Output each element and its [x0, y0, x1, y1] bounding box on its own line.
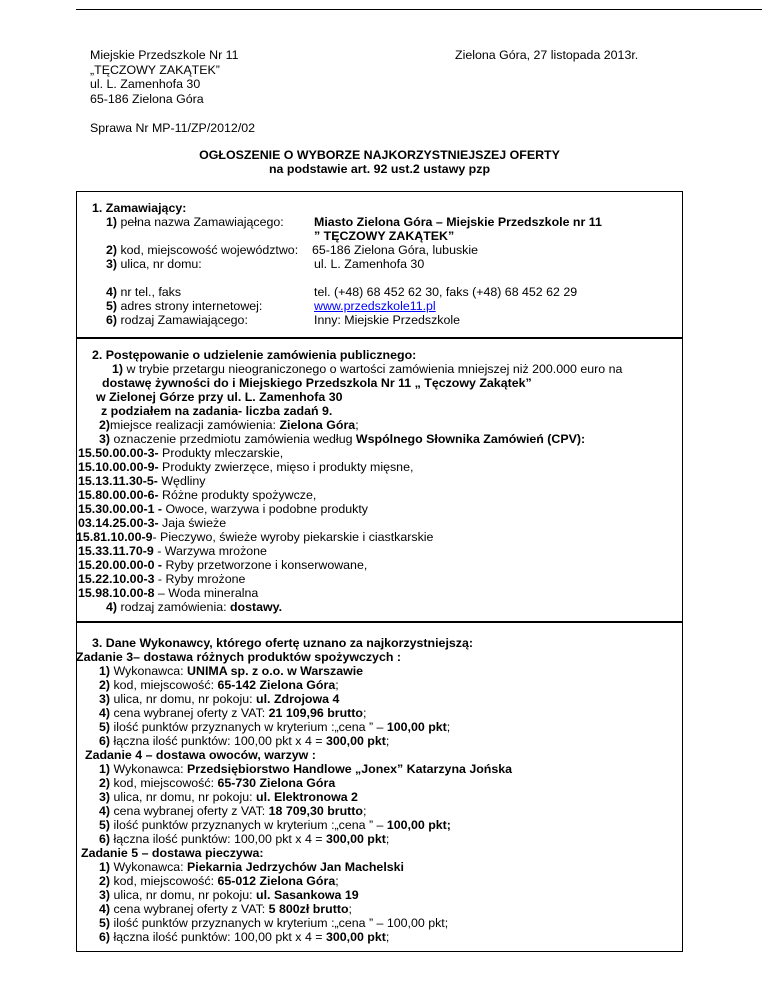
case-number: Sprawa Nr MP-11/ZP/2012/02 — [90, 121, 256, 135]
value-full-name-2: ” TĘCZOWY ZAKĄTEK” — [314, 229, 455, 243]
value-type: Inny: Miejskie Przedszkole — [314, 313, 460, 327]
document-title: OGŁOSZENIE O WYBORZE NAJKORZYSTNIEJSZEJ OFERTY — [199, 148, 560, 162]
sender-line: Miejskie Przedszkole Nr 11 — [90, 48, 239, 62]
field-type: 6) rodzaj Zamawiającego: — [106, 313, 248, 327]
section-ordering-party — [76, 191, 683, 338]
field-full-name: 1) pełna nazwa Zamawiającego: — [106, 215, 284, 229]
value-postcode-city: 65-186 Zielona Góra, lubuskie — [312, 243, 478, 257]
document-subtitle: na podstawie art. 92 ust.2 ustawy pzp — [268, 162, 491, 176]
field-phone-fax: 4) nr tel., faks — [106, 285, 182, 299]
section1-heading: 1. Zamawiający: — [92, 201, 187, 215]
task-price: 4) cena wybranej oferty z VAT: 5 800zł brutto; — [99, 902, 352, 916]
field-postcode-city: 2) kod, miejscowość województwo: — [106, 243, 299, 257]
value-phone-fax: tel. (+48) 68 452 62 30, faks (+48) 68 452 62 29 — [314, 285, 578, 299]
task-points: 5) ilość punktów przyznanych w kryterium :„cena ” – 100,00 pkt; — [99, 720, 451, 734]
place-of-execution: 2)miejsce realizacji zamówienia: Zielona Góra; — [99, 418, 359, 432]
task-price: 4) cena wybranej oferty z VAT: 21 109,96 brutto; — [99, 706, 367, 720]
sender-line: „TĘCZOWY ZAKĄTEK” — [90, 62, 220, 77]
sender-address — [90, 48, 239, 106]
task-total: 6) łączna ilość punktów: 100,00 pkt x 4 = 300,00 pkt; — [99, 930, 390, 944]
sender-line: ul. L. Zamenhofa 30 — [90, 77, 201, 92]
cpv-item: 15.20.00.00-0 - Ryby przetworzone i konserwowane, — [78, 558, 368, 572]
task-title: Zadanie 4 – dostawa owoców, warzyw : — [85, 748, 316, 762]
field-website: 5) adres strony internetowej: — [106, 299, 263, 313]
task-points: 5) ilość punktów przyznanych w kryterium :„cena ” – 100,00 pkt; — [99, 818, 451, 832]
cpv-item: 15.13.11.30-5- Wędliny — [78, 474, 206, 488]
task-total: 6) łączna ilość punktów: 100,00 pkt x 4 = 300,00 pkt; — [99, 734, 390, 748]
field-street: 3) ulica, nr domu: — [106, 257, 202, 271]
task-street: 3) ulica, nr domu, nr pokoju: ul. Sasankowa 19 — [99, 888, 359, 902]
section-procedure — [76, 338, 683, 622]
task-total: 6) łączna ilość punktów: 100,00 pkt x 4 = 300,00 pkt; — [99, 832, 390, 846]
cpv-item: 15.10.00.00-9- Produkty zwierzęce, mięso i produkty mięsne, — [78, 460, 414, 474]
cpv-item: 03.14.25.00-3- Jaja świeże — [78, 516, 227, 530]
task-street: 3) ulica, nr domu, nr pokoju: ul. Zdrojowa 4 — [99, 692, 340, 706]
task-title: Zadanie 5 – dostawa pieczywa: — [81, 846, 264, 860]
procedure-subject: dostawę żywności do i Miejskiego Przedszkola Nr 11 „ Tęczowy Zakątek” — [102, 376, 532, 390]
task-street: 3) ulica, nr domu, nr pokoju: ul. Elektronowa 2 — [99, 790, 358, 804]
task-city: 2) kod, miejscowość: 65-142 Zielona Góra; — [99, 678, 339, 692]
cpv-item: 15.98.10.00-8 – Woda mineralna — [78, 586, 259, 600]
value-street: ul. L. Zamenhofa 30 — [314, 257, 425, 271]
task-contractor: 1) Wykonawca: Piekarnia Jedrzychów Jan Machelski — [99, 860, 404, 874]
task-city: 2) kod, miejscowość: 65-012 Zielona Góra; — [99, 874, 339, 888]
top-rule — [76, 9, 762, 10]
cpv-item: 15.30.00.00-1 - Owoce, warzywa i podobne produkty — [78, 502, 368, 516]
procedure-location: w Zielonej Górze przy ul. L. Zamenhofa 30 — [96, 390, 343, 404]
task-title: Zadanie 3– dostawa różnych produktów spożywczych : — [76, 650, 401, 664]
task-points: 5) ilość punktów przyznanych w kryterium :„cena ” – 100,00 pkt; — [99, 916, 449, 930]
cpv-item: 15.33.11.70-9 - Warzywa mrożone — [78, 544, 267, 558]
procedure-mode: 1) w trybie przetargu nieograniczonego o wartości zamówienia mniejszej niż 200.000 euro na — [112, 362, 623, 376]
task-contractor: 1) Wykonawca: Przedsiębiorstwo Handlowe „Jonex” Katarzyna Jońska — [99, 762, 513, 776]
section3-heading: 3. Dane Wykonawcy, którego ofertę uznano za najkorzystniejszą: — [92, 636, 473, 650]
website-link[interactable]: www.przedszkole11.pl — [314, 299, 436, 313]
value-full-name: Miasto Zielona Góra – Miejskie Przedszkole nr 11 — [314, 215, 602, 229]
cpv-item: 15.80.00.00-6- Różne produkty spożywcze, — [78, 488, 317, 502]
place-date: Zielona Góra, 27 listopada 2013r. — [455, 48, 639, 62]
task-contractor: 1) Wykonawca: UNIMA sp. z o.o. w Warszawie — [99, 664, 364, 678]
task-price: 4) cena wybranej oferty z VAT: 18 709,30 brutto; — [99, 804, 367, 818]
section-contractors — [76, 622, 683, 952]
cpv-heading: 3) oznaczenie przedmiotu zamówienia według Wspólnego Słownika Zamówień (CPV): — [99, 432, 586, 446]
order-type: 4) rodzaj zamówienia: dostawy. — [106, 600, 283, 614]
sender-line: 65-186 Zielona Góra — [90, 91, 204, 106]
cpv-item: 15.50.00.00-3- Produkty mleczarskie, — [78, 446, 284, 460]
cpv-item: 15.22.10.00-3 - Ryby mrożone — [78, 572, 246, 586]
cpv-item: 15.81.10.00-9- Pieczywo, świeże wyroby piekarskie i ciastkarskie — [76, 530, 434, 544]
procedure-tasks: z podziałem na zadania- liczba zadań 9. — [101, 404, 333, 418]
section2-heading: 2. Postępowanie o udzielenie zamówienia publicznego: — [92, 348, 417, 362]
task-city: 2) kod, miejscowość: 65-730 Zielona Góra — [99, 776, 336, 790]
